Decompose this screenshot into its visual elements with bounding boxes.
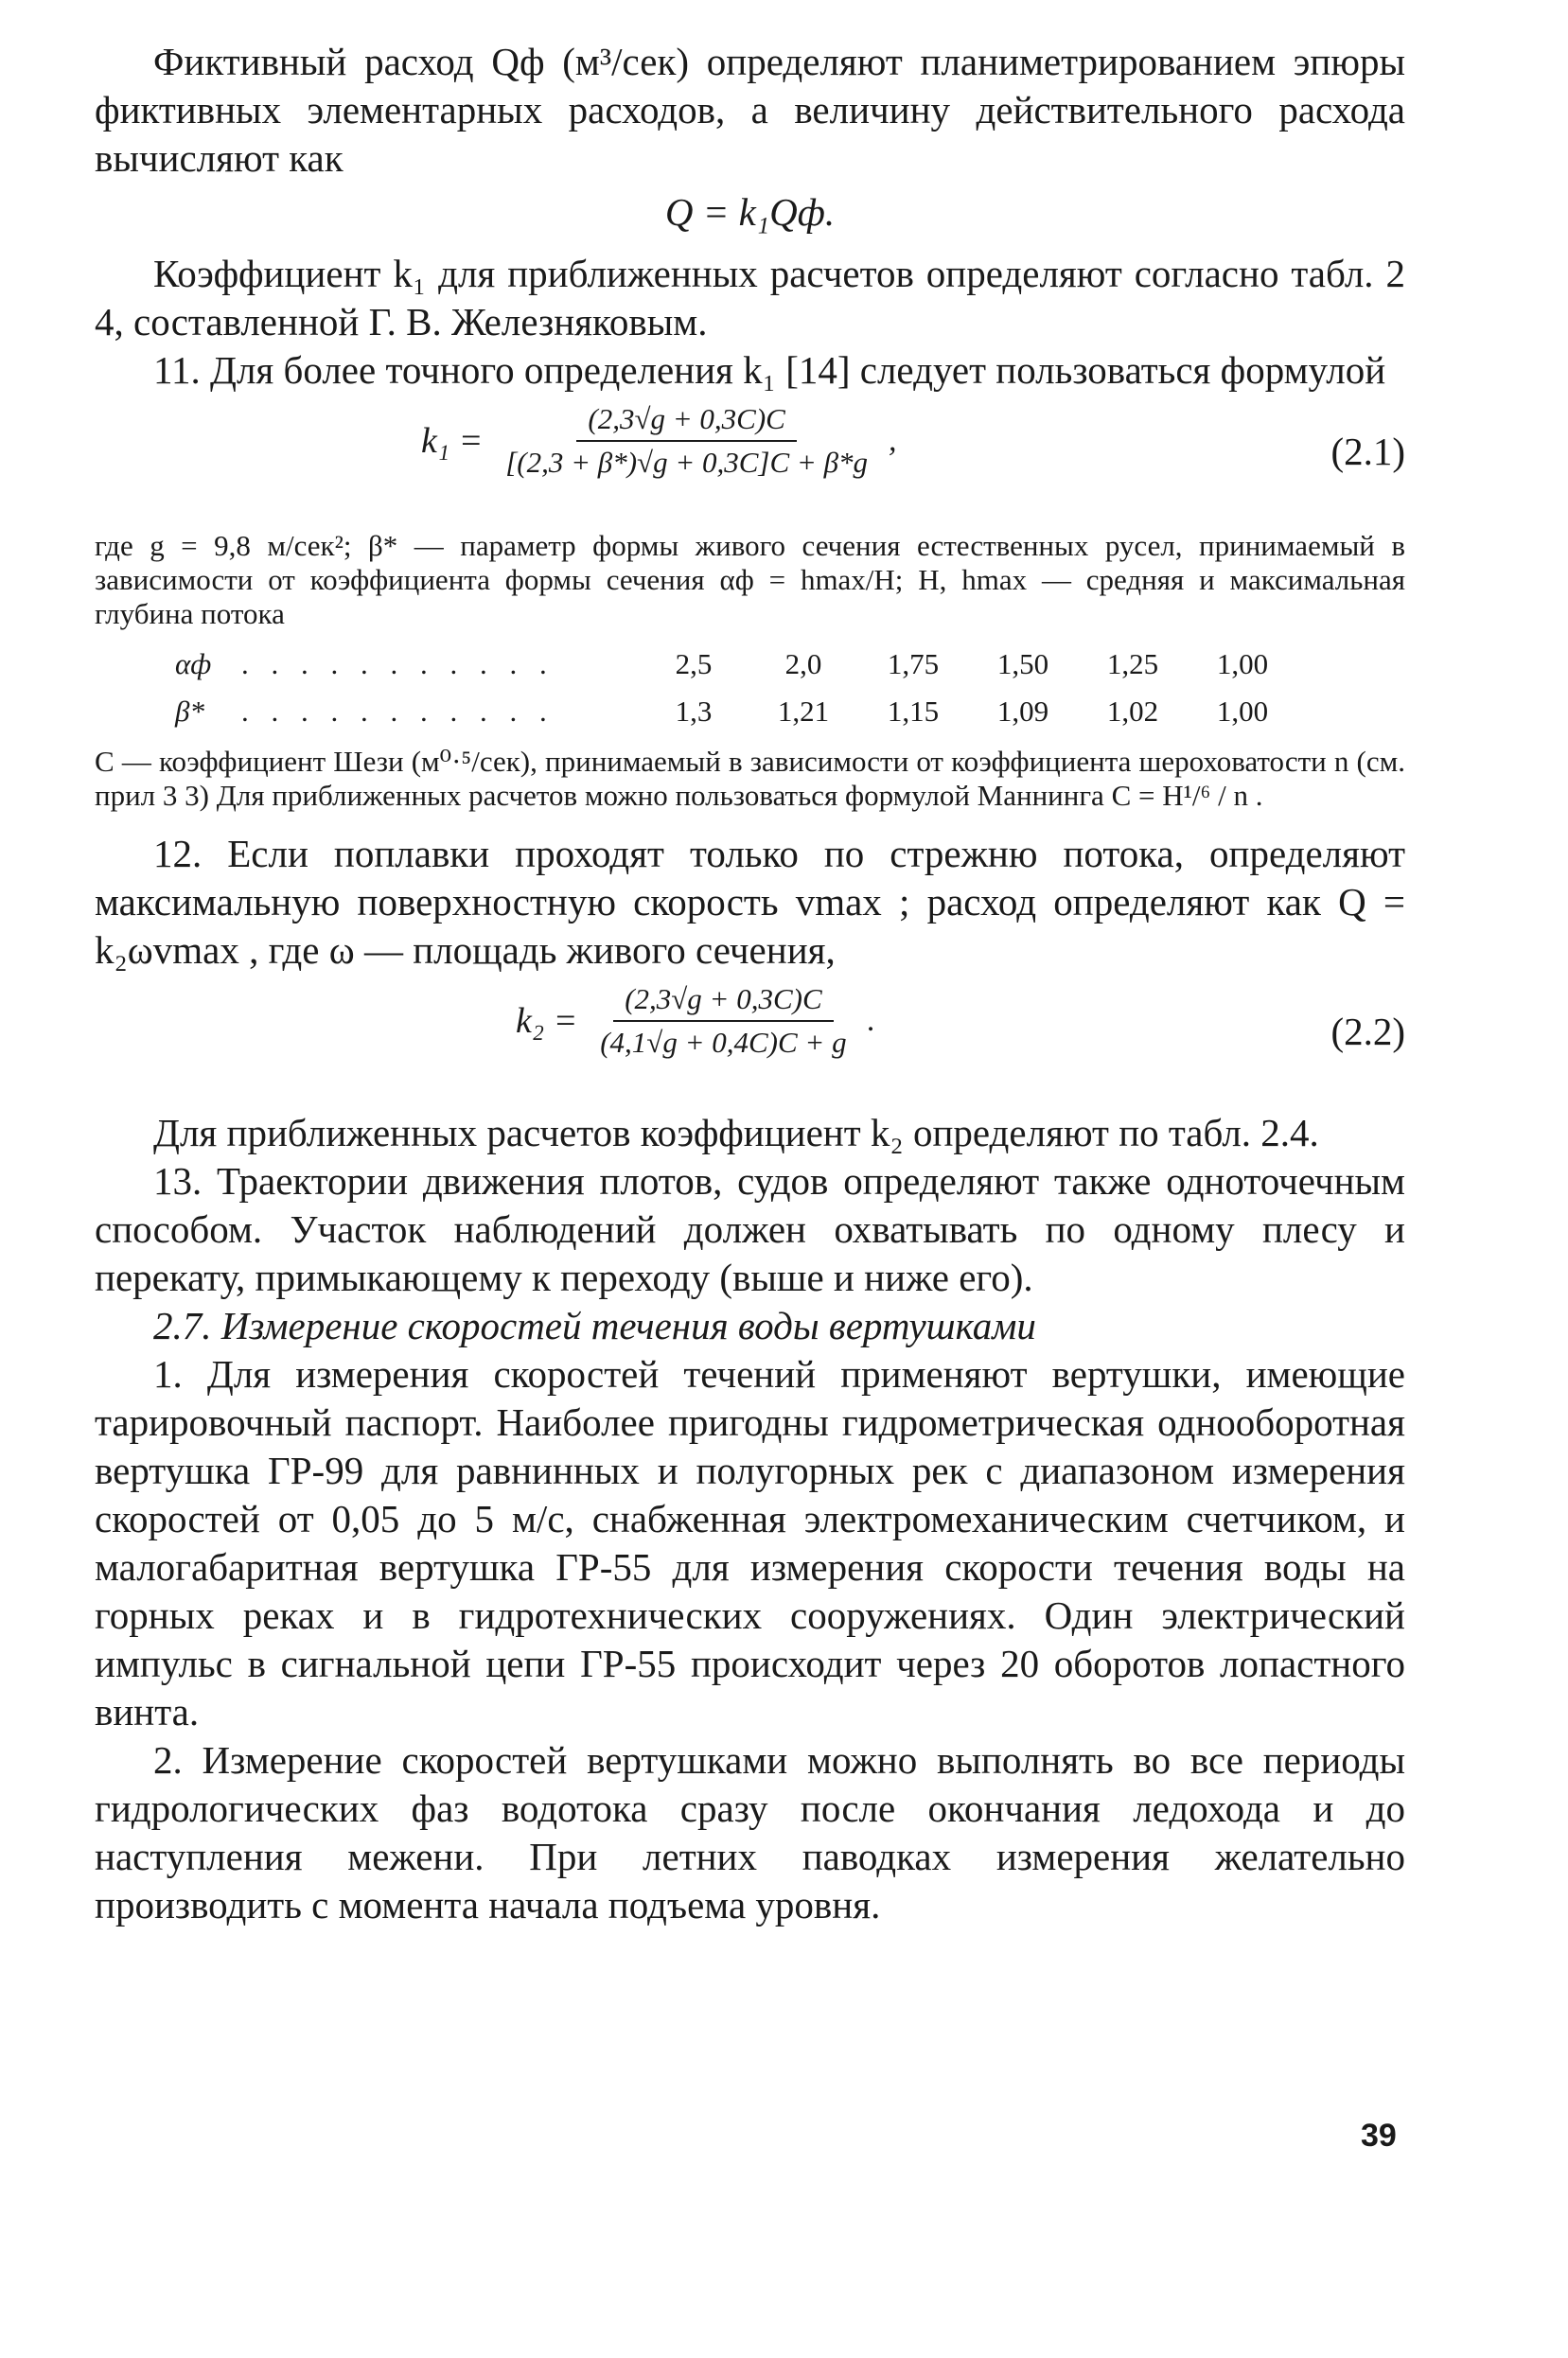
equation-numerator: (2,3√g + 0,3C)C [576,402,796,442]
paragraph-item-12: 12. Если поплавки проходят только по стрежню потока, определяют максимальную поверхностную скорость vmax ; расход определяют как Q = k₂ωvmax , где ω — площадь живого сечения, [95,832,1405,972]
equation-number: (2.1) [1330,430,1405,473]
equation-number: (2.2) [1330,1010,1405,1053]
equation-fraction [494,402,879,480]
note-where-g: где g = 9,8 м/сек²; β* — параметр формы живого сечения естественных русел, принимаемый в зависимости от коэффициента формы сечения αф = hmax/H; H, hmax — средняя и максимальная глубина потока [95,529,1405,630]
paragraph-item-11: 11. Для более точного определения k₁ [14] следует пользоваться формулой [153,348,1386,392]
equation-punctuation: , [889,423,897,458]
table-cell: 1,21 [777,695,830,728]
equation-2-1 [95,402,1405,516]
paragraph-coefficient-k1: Коэффициент k₁ для приближенных расчетов определяют согласно табл. 2 4, составленной Г. В. Железняковым. [95,252,1405,343]
paragraph-fictitious-discharge: Фиктивный расход Qф (м³/сек) определяют планиметрированием эпюры фиктивных элементарных расходов, а величину действительного расхода вычисляют как [95,40,1405,180]
equation-2-2 [95,982,1405,1096]
equation-punctuation: . [867,1003,876,1038]
equation-lhs: k₂ = [516,1001,578,1041]
table-row-beta [175,688,1405,735]
equation-numerator: (2,3√g + 0,3C)C [613,982,833,1022]
paragraph-k2-table: Для приближенных расчетов коэффициент k₂ определяют по табл. 2.4. [153,1111,1319,1154]
paragraph-2-7-item-1: 1. Для измерения скоростей течений применяют вертушки, имеющие тарировочный паспорт. Наиболее пригодны гидрометрическая однооборотная вертушка ГР-99 для равнинных и полугорных рек с диапазоном измерения скоростей от 0,05 до 5 м/с, снабженная электромеханическим счетчиком, и малогабаритная вертушка ГР-55 для измерения скорости течения воды на горных реках и в гидротехнических сооружениях. Один электрический импульс в сигнальной цепи ГР-55 происходит через 20 оборотов лопастного винта. [95,1352,1405,1733]
table-row-label: β* [175,695,204,728]
formula-q-k1: Q = k₁Qф. [664,190,836,234]
page-body [95,38,1405,1929]
table-row-label: αф [175,647,212,680]
table-cell: 1,00 [1216,647,1269,680]
table-cell: 1,3 [675,695,713,728]
table-row-alpha [175,641,1405,688]
table-dot-leader: . . . . . . . . . . . [241,647,555,680]
page-number: 39 [1361,2118,1397,2154]
equation-fraction [589,982,857,1060]
table-cell: 2,5 [675,647,713,680]
paragraph-item-13: 13. Траектории движения плотов, судов определяют также одноточечным способом. Участок наблюдений должен охватывать по одному плесу и перекату, примыкающему к переходу (выше и ниже его). [95,1159,1405,1299]
section-heading-2-7: 2.7. Измерение скоростей течения воды вертушками [153,1304,1036,1347]
table-cell: 1,25 [1106,647,1159,680]
table-cell: 1,75 [887,647,940,680]
table-cell: 1,00 [1216,695,1269,728]
equation-denominator: (4,1√g + 0,4C)C + g [600,1026,847,1059]
table-cell: 1,09 [996,695,1049,728]
table-cell: 2,0 [784,647,822,680]
table-cell: 1,50 [996,647,1049,680]
equation-lhs: k₁ = [421,421,484,461]
table-cell: 1,15 [887,695,940,728]
equation-denominator: [(2,3 + β*)√g + 0,3C]C + β*g [505,446,869,479]
table-dot-leader: . . . . . . . . . . . [241,695,555,728]
paragraph-2-7-item-2: 2. Измерение скоростей вертушками можно выполнять во все периоды гидрологических фаз водотока сразу после окончания ледохода и до наступления межени. При летних паводках измерения желательно производить с момента начала подъема уровня. [95,1738,1405,1927]
table-cell: 1,02 [1106,695,1159,728]
note-chezy-coefficient: C — коэффициент Шези (м⁰·⁵/сек), принимаемый в зависимости от коэффициента шероховатости n (см. прил 3 3) Для приближенных расчетов можно пользоваться формулой Маннинга C = H¹/⁶ / n . [95,745,1405,812]
